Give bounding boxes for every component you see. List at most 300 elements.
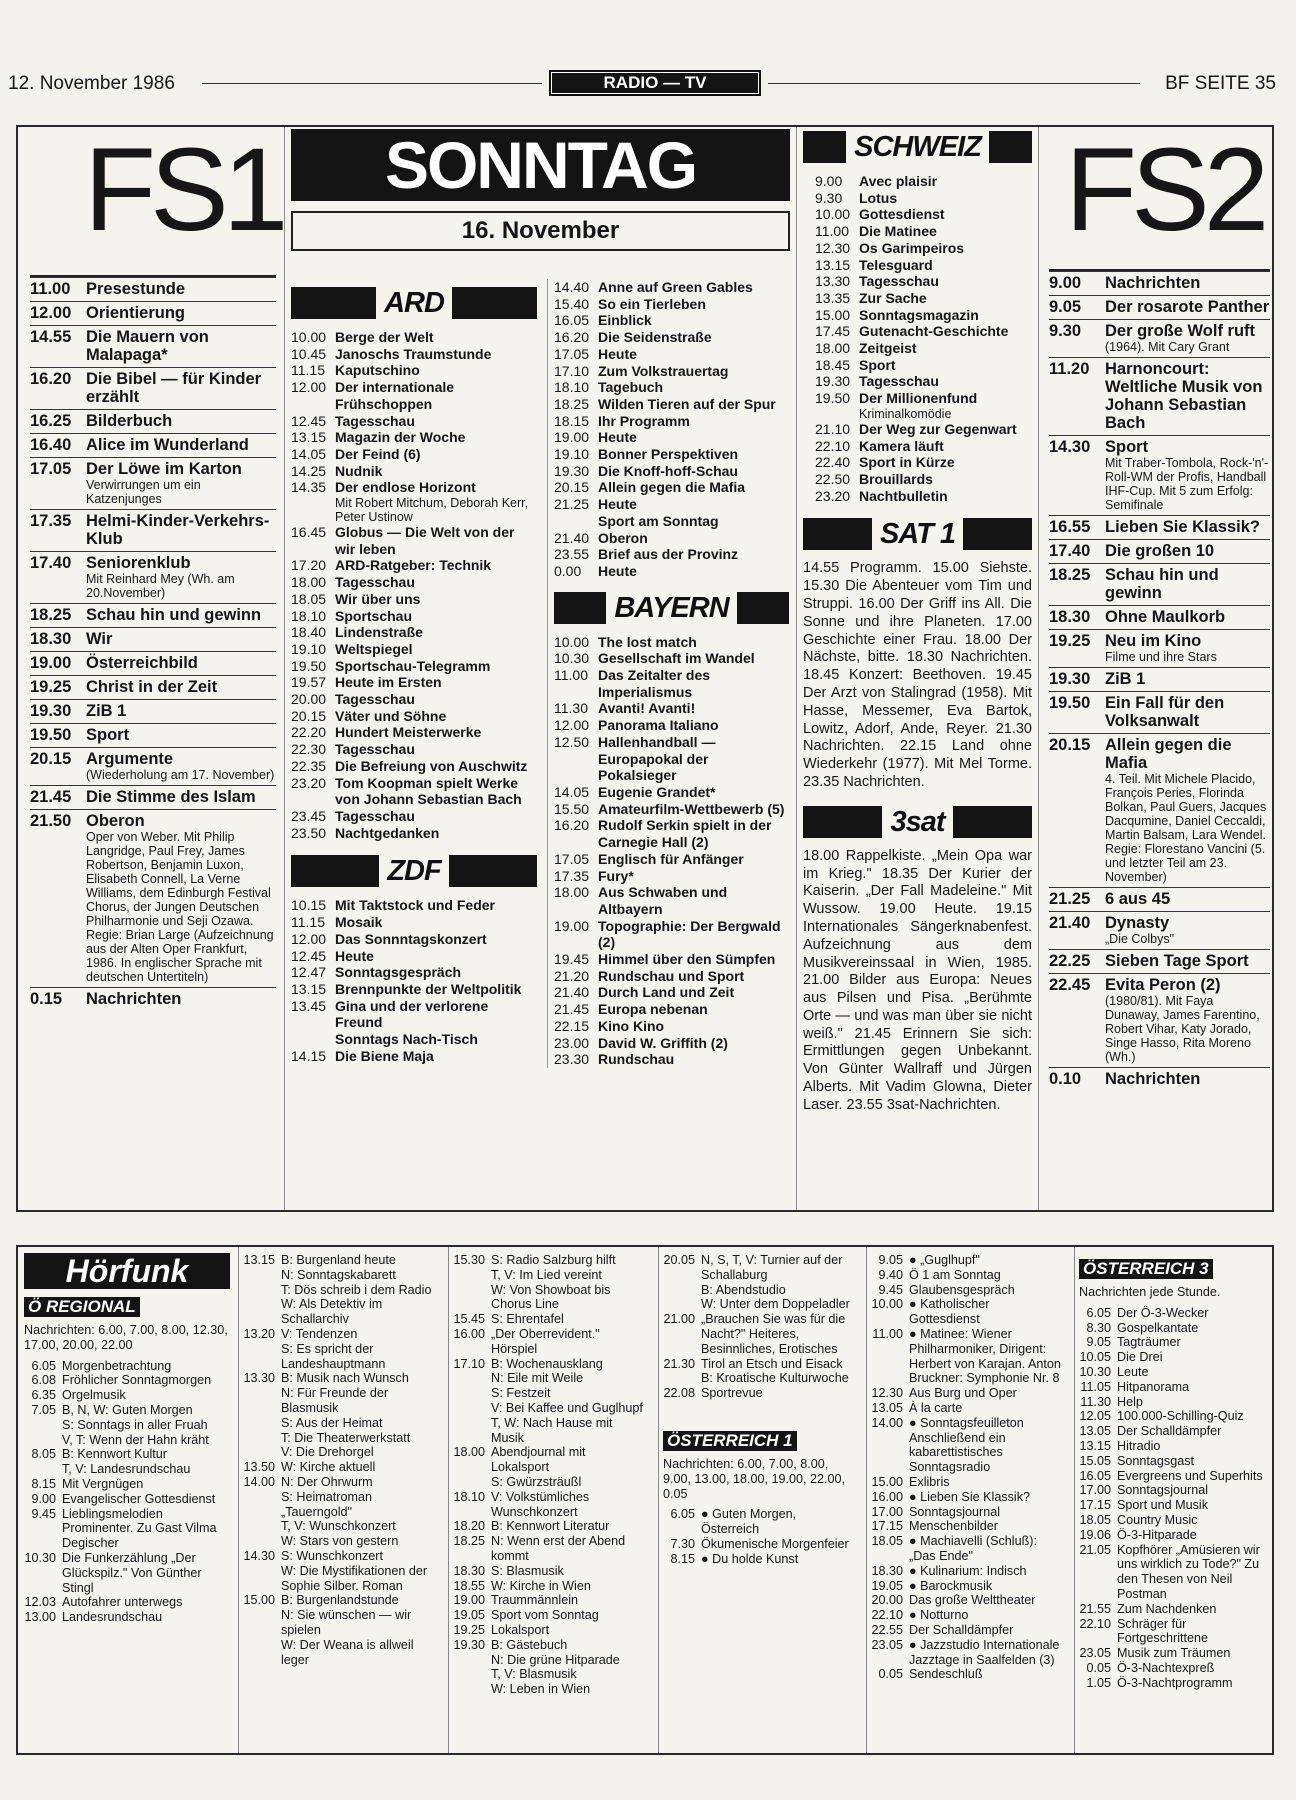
program-entry [453, 1312, 644, 1327]
program-entry [554, 463, 789, 480]
entry-time: 14.40 [554, 279, 590, 295]
program-entry [291, 524, 537, 557]
bayern-program-list [554, 634, 789, 1068]
entry-body [701, 1283, 786, 1298]
entry-time [453, 1682, 491, 1697]
entry-time: 14.05 [554, 783, 590, 800]
entry-title: Leute [1117, 1364, 1149, 1379]
entry-body [859, 323, 1008, 340]
entry-title: Himmel über den Sümpfen [598, 951, 776, 968]
program-entry [1079, 1454, 1268, 1469]
entry-description: (Wiederholung am 17. November) [86, 768, 275, 782]
entry-title: Gesellschaft im Wandel [598, 650, 755, 667]
entry-time: 12.45 [291, 947, 327, 964]
entry-time: 23.05 [1079, 1646, 1111, 1661]
entry-title: Rundschau [598, 1051, 675, 1068]
entry-body [598, 1018, 664, 1035]
entry-time: 17.00 [1079, 1483, 1111, 1498]
entry-body [859, 257, 933, 274]
entry-title: Rudolf Serkin spielt in der Carnegie Hall (2) [598, 817, 772, 851]
entry-time: 19.25 [1049, 632, 1091, 650]
program-entry [1049, 605, 1270, 629]
entry-title: B: Kennwort Literatur [491, 1519, 610, 1534]
entry-body [859, 488, 948, 505]
program-entry [24, 1403, 230, 1418]
program-entry [554, 1018, 789, 1035]
entry-time [243, 1519, 281, 1534]
entry-time: 19.30 [815, 373, 851, 390]
entry-title: Hitradio [1117, 1438, 1161, 1453]
entry-time: 17.35 [554, 867, 590, 884]
entry-title: W: Unter dem Doppeladler [701, 1297, 850, 1312]
program-entry [815, 223, 1032, 240]
program-entry [291, 362, 537, 379]
entry-body [491, 1327, 644, 1357]
entry-title: W: Von Showboat bis Chorus Line [491, 1282, 611, 1312]
program-entry [554, 817, 789, 850]
program-entry [1079, 1365, 1268, 1380]
program-entry [554, 396, 789, 413]
entry-title: Seniorenklub [86, 554, 191, 572]
entry-body [281, 1342, 434, 1372]
entry-time: 18.30 [453, 1563, 485, 1578]
program-entry [30, 367, 276, 409]
program-entry [24, 1595, 230, 1610]
program-entry [243, 1475, 434, 1490]
program-entry [24, 1373, 230, 1388]
entry-body [1105, 438, 1270, 512]
entry-time: 17.05 [554, 850, 590, 867]
entry-body [281, 1490, 434, 1520]
entry-body [859, 438, 944, 455]
entry-time: 22.10 [815, 437, 851, 454]
entry-title: Durch Land und Zeit [598, 984, 735, 1001]
entry-title: V, T: Wenn der Hahn kräht [62, 1432, 209, 1447]
entry-title: Zur Sache [859, 289, 927, 306]
program-entry [1079, 1424, 1268, 1439]
entry-time: 14.25 [291, 462, 327, 479]
entry-time: 21.45 [30, 788, 72, 806]
program-entry [291, 479, 537, 524]
entry-time: 14.30 [243, 1548, 275, 1563]
entry-time: 13.15 [291, 980, 327, 997]
entry-title: B: Musik nach Wunsch [281, 1371, 409, 1386]
entry-body [859, 290, 927, 307]
program-entry [554, 563, 789, 580]
program-entry [30, 325, 276, 367]
entry-body [598, 463, 738, 480]
entry-time: 21.25 [1049, 890, 1091, 908]
program-entry [554, 379, 789, 396]
program-entry [291, 691, 537, 708]
entry-body [1105, 632, 1217, 664]
entry-time: 18.00 [291, 574, 327, 591]
program-entry [1049, 911, 1270, 949]
entry-title: Sendeschluß [909, 1667, 983, 1682]
entry-title: W: Kirche aktuell [281, 1460, 376, 1475]
entry-body [1105, 566, 1270, 602]
program-entry [24, 1388, 230, 1403]
program-entry [291, 674, 537, 691]
entry-time [453, 1667, 491, 1682]
entry-time: 10.15 [291, 897, 327, 914]
program-entry [291, 724, 537, 741]
program-entry [815, 357, 1032, 374]
entry-body [859, 373, 939, 390]
entry-time: 18.10 [554, 379, 590, 396]
entry-time: 9.00 [31, 1491, 56, 1506]
entry-title: Sonntags Nach-Tisch [335, 1031, 478, 1048]
entry-title: Lieben Sie Klassik? [1105, 518, 1260, 536]
entry-body [859, 173, 937, 190]
program-entry [663, 1312, 854, 1356]
ard-zdf-column [291, 279, 537, 1064]
program-entry [30, 509, 276, 551]
entry-title: ● „Guglhupf" [909, 1253, 980, 1267]
radio-listings [16, 1245, 1274, 1755]
entry-time: 0.15 [30, 990, 63, 1008]
program-entry [453, 1608, 644, 1623]
program-entry [871, 1593, 1062, 1608]
entry-body [335, 775, 537, 808]
program-entry [554, 546, 789, 563]
entry-time: 19.00 [453, 1593, 485, 1608]
program-entry [1049, 563, 1270, 605]
zdf-program-list [291, 897, 537, 1064]
entry-title: Avanti! Avanti! [598, 700, 696, 717]
entry-title: W: Die Mystifikationen der Sophie Silber. Roman [281, 1563, 428, 1593]
entry-body [62, 1492, 215, 1507]
program-entry [243, 1519, 434, 1534]
entry-time: 12.50 [554, 733, 590, 750]
fs1-logo: FS1 [84, 124, 283, 256]
entry-time: 13.15 [243, 1253, 275, 1267]
entry-time: 8.05 [31, 1447, 56, 1462]
entry-body [1117, 1365, 1149, 1380]
entry-title: Traummännlein [491, 1593, 579, 1608]
program-entry [243, 1371, 434, 1386]
entry-title: Amateurfilm-Wettbewerb (5) [598, 800, 785, 817]
entry-time: 12.45 [291, 412, 327, 429]
entry-time: 22.10 [1079, 1616, 1111, 1631]
entry-title: ARD-Ratgeber: Technik [335, 557, 492, 574]
entry-time: 17.10 [453, 1356, 485, 1371]
entry-time: 19.57 [291, 674, 327, 691]
entry-body [281, 1268, 396, 1283]
program-entry [243, 1460, 434, 1475]
entry-title: Mit Vergnügen [62, 1476, 144, 1491]
entry-body [1105, 542, 1214, 560]
entry-time: 19.50 [30, 726, 72, 744]
entry-body [1117, 1335, 1181, 1350]
program-entry [243, 1638, 434, 1668]
entry-body [62, 1595, 182, 1610]
entry-time: 11.30 [1080, 1394, 1111, 1409]
program-entry [453, 1534, 644, 1564]
program-entry [1079, 1646, 1268, 1661]
entry-time: 17.00 [871, 1504, 903, 1519]
entry-body [335, 557, 491, 574]
header-rule-right [768, 83, 1140, 84]
entry-title: Oberon [598, 529, 648, 546]
program-entry [243, 1445, 434, 1460]
entry-body [281, 1519, 396, 1534]
entry-time: 23.20 [291, 774, 327, 791]
entry-title: Sport [859, 356, 896, 373]
program-entry [453, 1268, 644, 1283]
program-entry [243, 1416, 434, 1431]
entry-description: Verwirrungen um ein Katzenjunges [86, 478, 201, 506]
program-entry [663, 1253, 854, 1283]
entry-body [909, 1519, 998, 1534]
oe1-header: ÖSTERREICH 1 [663, 1431, 854, 1451]
zdf-header: ZDF [291, 855, 537, 887]
entry-title: N: Die grüne Hitparade [491, 1652, 620, 1667]
entry-body [909, 1283, 1015, 1298]
entry-title: Die großen 10 [1105, 542, 1215, 560]
entry-body [62, 1388, 126, 1403]
entry-body [335, 379, 537, 412]
program-entry [815, 390, 1032, 421]
entry-time [243, 1386, 281, 1416]
program-entry [30, 301, 276, 325]
entry-body [909, 1490, 1030, 1505]
program-entry [291, 379, 537, 412]
entry-time: 22.10 [871, 1608, 903, 1623]
entry-title: Brief aus der Provinz [598, 546, 739, 563]
program-entry [815, 257, 1032, 274]
entry-title: B, N, W: Guten Morgen [62, 1402, 193, 1417]
entry-title: ● Guten Morgen, Österreich [701, 1507, 797, 1537]
entry-body [701, 1297, 850, 1312]
entry-time [24, 1462, 62, 1477]
program-entry [554, 279, 789, 296]
entry-time: 11.00 [872, 1326, 903, 1341]
entry-title: V: Tendenzen [281, 1326, 358, 1341]
entry-time: 18.25 [1049, 566, 1091, 584]
entry-time [243, 1534, 281, 1549]
entry-title: Der Feind (6) [335, 445, 421, 462]
entry-body [598, 667, 789, 700]
entry-title: Das Zeitalter des Imperialismus [598, 667, 711, 700]
program-entry [815, 454, 1032, 471]
program-entry [24, 1507, 230, 1551]
entry-title: Heute [598, 345, 637, 362]
entry-body [335, 981, 521, 998]
program-entry [815, 340, 1032, 357]
entry-time: 15.00 [815, 306, 851, 323]
program-entry [291, 641, 537, 658]
program-entry [291, 1031, 537, 1048]
entry-title: Tagesschau [859, 273, 939, 290]
program-entry [243, 1549, 434, 1564]
entry-time: 19.00 [30, 654, 72, 672]
program-entry [243, 1431, 434, 1446]
entry-time: 12.00 [291, 930, 327, 947]
regional-header: Ö REGIONAL [24, 1297, 230, 1317]
entry-time [24, 1433, 62, 1448]
entry-title: Sonntagsjournal [909, 1504, 1001, 1519]
program-entry [30, 809, 276, 987]
entry-title: Sonntagsmagazin [859, 306, 979, 323]
program-entry [243, 1297, 434, 1327]
entry-body [281, 1460, 375, 1475]
entry-time: 20.00 [291, 691, 327, 708]
entry-time: 17.40 [1049, 542, 1091, 560]
program-entry [291, 413, 537, 430]
entry-body [62, 1373, 211, 1388]
entry-body [491, 1386, 551, 1401]
entry-title: N: Für Freunde der Blasmusik [281, 1386, 389, 1415]
oe3-news-note: Nachrichten jede Stunde. [1079, 1285, 1221, 1299]
program-entry [554, 801, 789, 818]
ard-program-list [291, 329, 537, 841]
entry-title: Der internationale Frühschoppen [335, 379, 455, 412]
entry-time: 21.05 [1079, 1542, 1111, 1557]
entry-body [1105, 274, 1200, 292]
radio-col-5 [866, 1247, 1066, 1753]
entry-time: 6.35 [31, 1388, 56, 1403]
entry-body [62, 1447, 167, 1462]
entry-time: 20.15 [1049, 736, 1091, 754]
program-entry [453, 1667, 644, 1682]
entry-time: 19.25 [453, 1622, 485, 1637]
entry-title: N: Sonntagskabarett [281, 1267, 396, 1282]
entry-body [281, 1297, 434, 1327]
entry-time: 21.40 [1049, 914, 1091, 932]
entry-body [909, 1579, 992, 1594]
program-entry [24, 1433, 230, 1448]
entry-title: Zum Volkstrauertag [598, 362, 729, 379]
entry-title: Mit Taktstock und Feder [335, 897, 495, 914]
entry-time: 23.00 [554, 1034, 590, 1051]
entry-body [859, 454, 955, 471]
entry-body [491, 1667, 577, 1682]
entry-title: T, W: Nach Hause mit Musik [491, 1415, 613, 1445]
program-entry [243, 1386, 434, 1416]
entry-body [909, 1667, 983, 1682]
entry-body [701, 1507, 854, 1537]
entry-title: Tagesschau [335, 807, 415, 824]
entry-body [86, 654, 198, 672]
program-entry [554, 1051, 789, 1068]
program-entry [453, 1638, 644, 1653]
entry-body [598, 530, 648, 547]
entry-title: Kaputschino [335, 362, 420, 379]
entry-title: Der Löwe im Karton [86, 460, 242, 478]
entry-title: Tagebuch [598, 379, 664, 396]
program-entry [871, 1608, 1062, 1623]
entry-body [335, 741, 415, 758]
entry-time: 9.05 [878, 1253, 903, 1267]
fs2-column [1038, 124, 1270, 1210]
program-entry [1079, 1409, 1268, 1424]
program-entry [243, 1268, 434, 1283]
entry-time: 10.00 [815, 206, 851, 223]
entry-time: 16.05 [554, 312, 590, 329]
entry-title: Nachrichten [86, 990, 182, 1008]
entry-title: Wilden Tieren auf der Spur [598, 395, 776, 412]
entry-title: Neu im Kino [1105, 632, 1202, 650]
entry-time: 7.30 [670, 1536, 695, 1551]
entry-title: Telesguard [859, 256, 933, 273]
program-entry [291, 741, 537, 758]
program-entry [554, 479, 789, 496]
entry-body [1117, 1602, 1216, 1617]
entry-title: Der Millionenfund [859, 390, 978, 407]
entry-title: Tagesschau [335, 574, 415, 591]
entry-title: Fröhlicher Sonntagmorgen [62, 1373, 212, 1388]
program-entry [815, 290, 1032, 307]
entry-title: Ö 1 am Sonntag [909, 1267, 1001, 1282]
header-rule-left [202, 83, 542, 84]
entry-time: 11.30 [554, 700, 588, 717]
entry-title: Lieblingsmelodien Prominenter. Zu Gast Vilma Degischer [62, 1506, 217, 1551]
entry-time: 22.30 [291, 741, 327, 758]
radio-list-4 [663, 1253, 854, 1401]
program-entry [291, 964, 537, 981]
entry-body [701, 1312, 854, 1356]
entry-time: 13.30 [815, 273, 851, 290]
entry-time: 23.30 [554, 1051, 590, 1068]
entry-body [335, 346, 491, 363]
entry-description: Kriminalkomödie [859, 406, 952, 421]
entry-time: 22.55 [871, 1622, 903, 1637]
program-entry [1049, 1067, 1270, 1091]
entry-body [909, 1593, 1035, 1608]
entry-body [86, 812, 276, 984]
entry-time: 17.10 [554, 362, 590, 379]
entry-title: Avec plaisir [859, 173, 938, 189]
entry-title: Dynasty [1105, 914, 1170, 932]
entry-time: 9.00 [1049, 274, 1082, 292]
entry-time: 14.35 [291, 479, 327, 496]
entry-time: 22.25 [1049, 952, 1091, 970]
program-entry [291, 808, 537, 825]
entry-title: B: Kennwort Kultur [62, 1447, 167, 1462]
entry-time: 13.05 [1079, 1424, 1111, 1439]
entry-title: B: Gästebuch [491, 1637, 568, 1652]
entry-body [859, 240, 964, 257]
program-entry [871, 1534, 1062, 1564]
program-entry [453, 1371, 644, 1386]
entry-time: 18.40 [291, 624, 327, 641]
entry-time: 22.35 [291, 757, 327, 774]
entry-time: 19.30 [453, 1637, 485, 1652]
entry-time: 15.40 [554, 295, 590, 312]
entry-body [62, 1477, 143, 1492]
entry-title: Sport in Kürze [859, 454, 955, 471]
entry-time: 13.15 [1079, 1438, 1111, 1453]
program-entry [291, 948, 537, 965]
entry-time [453, 1653, 491, 1668]
program-entry [24, 1418, 230, 1433]
entry-time: 16.05 [1079, 1468, 1111, 1483]
entry-title: T, V: Wunschkonzert [281, 1519, 396, 1534]
program-entry [554, 634, 789, 651]
entry-body [491, 1445, 644, 1475]
radio-col-3 [448, 1247, 648, 1753]
entry-title: Sport vom Sonntag [491, 1608, 599, 1623]
fs1-program-list [30, 275, 276, 1011]
entry-body [598, 634, 697, 651]
day-title: SONNTAG [291, 129, 790, 201]
entry-body [86, 460, 276, 506]
entry-body [909, 1534, 1062, 1564]
entry-title: B: Burgenlandstunde [281, 1593, 399, 1608]
entry-body [598, 1035, 728, 1052]
entry-time: 19.30 [554, 462, 590, 479]
